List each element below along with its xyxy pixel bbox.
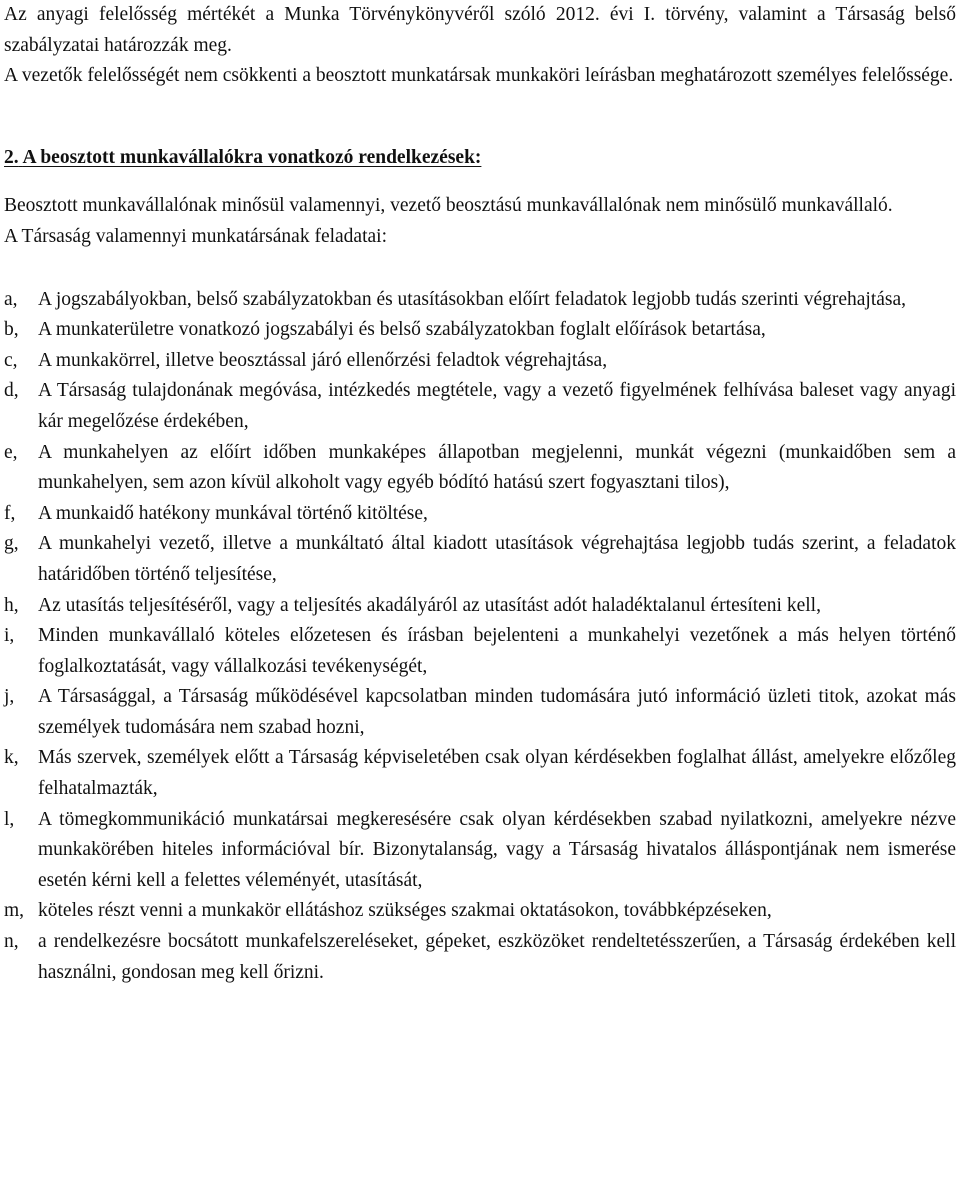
list-item (4, 315, 956, 346)
list-item-marker: h, (4, 594, 19, 616)
duties-list (4, 285, 956, 989)
list-item-marker: j, (4, 686, 15, 708)
list-item-marker: i, (4, 625, 15, 647)
section-heading (4, 143, 956, 174)
list-item-text: A Társasággal, a Társaság működésével kapcsolatban minden tudomására jutó információ üzleti titok, azokat más személyek tudomására nem szabad hozni, (38, 686, 956, 738)
list-item-text: A tömegkommunikáció munkatársai megkeresésére csak olyan kérdésekben szabad nyilatkozni, amelyekre nézve munkakörében hiteles információval bír. Bizonytalanság, vagy a Társaság hivatalos álláspontjának nem ismerése esetén kérni kell a felettes véleményét, utasítását, (38, 808, 956, 891)
list-item (4, 499, 956, 530)
duties-list-lead: A Társaság valamennyi munkatársának feladatai: (4, 225, 387, 247)
list-item-marker: g, (4, 533, 19, 555)
list-item-text: A munkahelyen az előírt időben munkaképes állapotban megjelenni, munkát végezni (munkaidőben sem a munkahelyen, sem azon kívül alkoholt vagy egyéb bódító hatású szert fogyasztani tilos), (38, 441, 956, 494)
list-item-marker: l, (4, 808, 15, 830)
list-item-text: Minden munkavállaló köteles előzetesen és írásban bejelenteni a munkahelyi vezetőnek a más helyen történő foglalkoztatását, vagy vállalkozási tevékenységét, (38, 625, 956, 677)
list-item-marker: a, (4, 288, 18, 310)
list-item-text: A munkahelyi vezető, illetve a munkáltató által kiadott utasítások végrehajtása legjobb tudás szerint, a feladatok határidőben történő teljesítése, (38, 533, 956, 585)
list-item-text: Más szervek, személyek előtt a Társaság képviseletében csak olyan kérdésekben foglalhat állást, amelyekre előzőleg felhatalmazták, (38, 747, 956, 800)
list-item-marker: k, (4, 747, 19, 769)
list-item (4, 621, 956, 682)
list-item (4, 285, 956, 316)
list-item-text: A munkakörrel, illetve beosztással járó ellenőrzési feladtok végrehajtása, (38, 349, 608, 371)
list-item-marker: c, (4, 349, 18, 371)
list-item-text: Az utasítás teljesítéséről, vagy a teljesítés akadályáról az utasítást adót haladéktalanul értesíteni kell, (38, 594, 821, 616)
intro-paragraph-liability-law: Az anyagi felelősség mértékét a Munka Törvénykönyvéről szóló 2012. évi I. törvény, valamint a Társaság belső szabályzatai határozzák meg. (4, 4, 956, 56)
list-item-text: A munkaterületre vonatkozó jogszabályi és belső szabályzatokban foglalt előírások betartása, (38, 319, 766, 341)
list-item (4, 438, 956, 499)
section-title: A beosztott munkavállalókra vonatkozó rendelkezések: (22, 146, 482, 168)
list-item (4, 376, 956, 437)
list-item-text: A jogszabályokban, belső szabályzatokban és utasításokban előírt feladatok legjobb tudás szerinti végrehajtása, (38, 288, 907, 310)
section-definition: Beosztott munkavállalónak minősül valamennyi, vezető beosztású munkavállalónak nem minősülő munkavállaló. (4, 195, 893, 217)
list-item-text: A Társaság tulajdonának megóvása, intézkedés megtétele, vagy a vezető figyelmének felhívása baleset vagy anyagi kár megelőzése érdekében, (38, 380, 956, 432)
section-number: 2. (4, 146, 19, 168)
list-item-marker: f, (4, 502, 16, 524)
list-item-marker: d, (4, 380, 19, 402)
list-item-marker: b, (4, 319, 19, 341)
list-item-marker: m, (4, 900, 25, 922)
list-item-text: a rendelkezésre bocsátott munkafelszereléseket, gépeket, eszközöket rendeltetésszerűen, a Társaság érdekében kell használni, gondosan meg kell őrizni. (38, 931, 956, 983)
list-item (4, 529, 956, 590)
list-item (4, 896, 956, 927)
list-item (4, 743, 956, 804)
list-item (4, 346, 956, 377)
list-item (4, 805, 956, 897)
list-item-text: A munkaidő hatékony munkával történő kitöltése, (38, 502, 428, 524)
list-item-text: köteles részt venni a munkakör ellátáshoz szükséges szakmai oktatásokon, továbbképzéseken, (38, 900, 772, 922)
list-item-marker: e, (4, 441, 18, 463)
list-item-marker: n, (4, 931, 19, 953)
list-item (4, 682, 956, 743)
list-item (4, 591, 956, 622)
list-item (4, 927, 956, 988)
intro-paragraph-manager-liability: A vezetők felelősségét nem csökkenti a beosztott munkatársak munkaköri leírásban meghatározott személyes felelőssége. (4, 65, 954, 87)
